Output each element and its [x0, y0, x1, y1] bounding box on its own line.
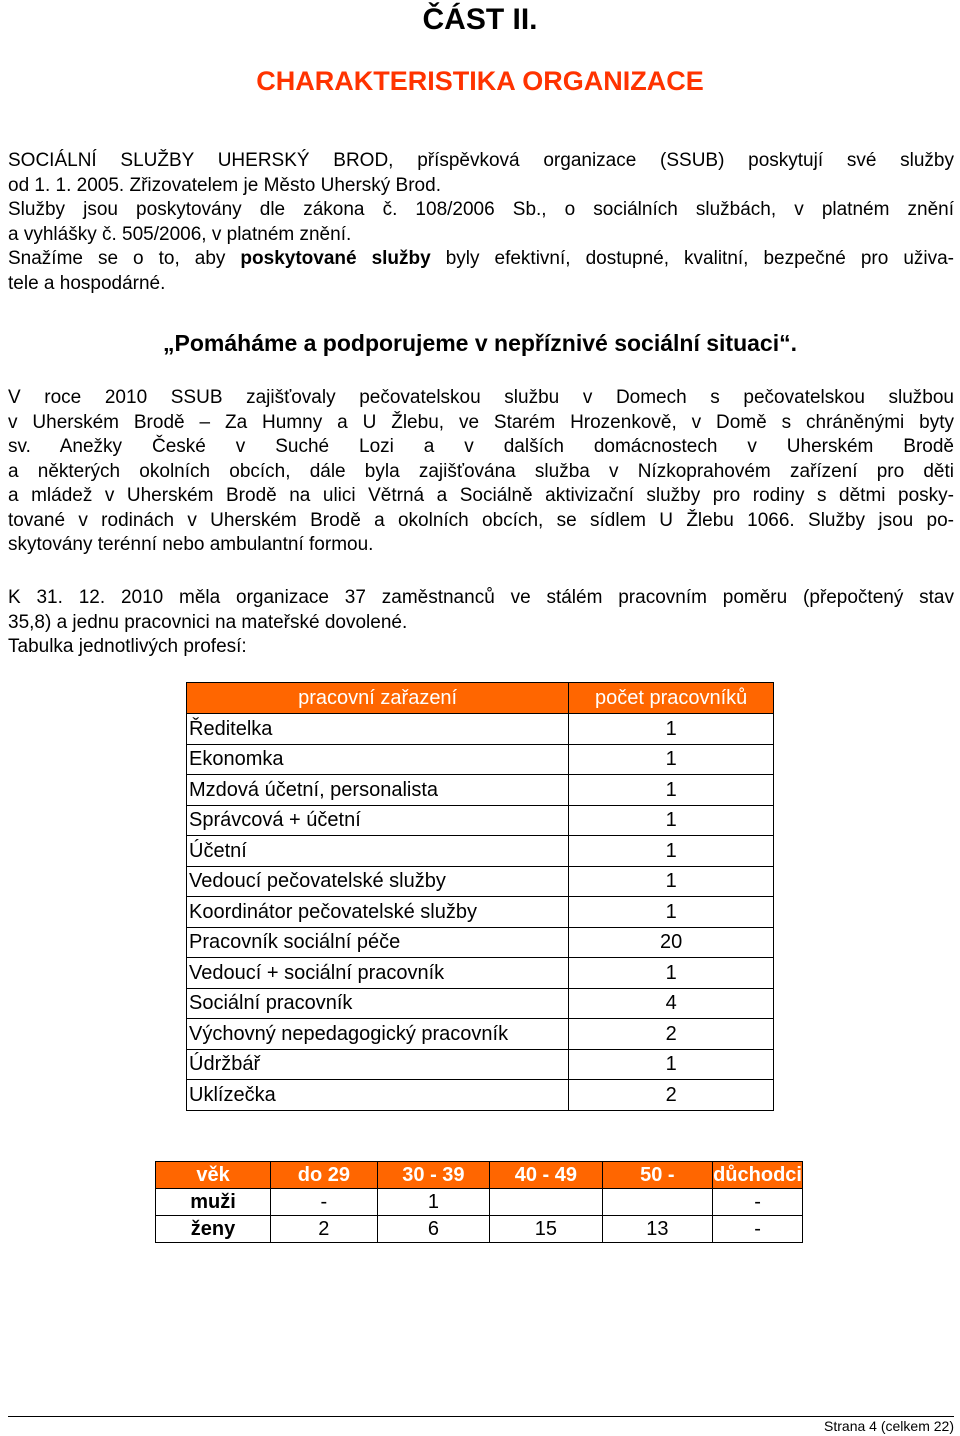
age-row [156, 1216, 803, 1243]
professions-row [187, 805, 774, 836]
services-line-7: skytovány terénní nebo ambulantní formou. [8, 534, 374, 555]
professions-row [187, 958, 774, 989]
professions-row [187, 1080, 774, 1111]
age-count-cell: 1 [377, 1189, 489, 1216]
profession-name-cell: Mzdová účetní, personalista [187, 775, 569, 806]
age-row-label: muži [156, 1189, 271, 1216]
age-count-cell: - [713, 1216, 803, 1243]
intro-line-5-a: Snažíme se o to, aby [8, 248, 241, 269]
profession-count-cell: 1 [569, 897, 774, 928]
intro-line-4: a vyhlášky č. 505/2006, v platném znění. [8, 223, 352, 245]
profession-name-cell: Správcová + účetní [187, 805, 569, 836]
profession-count-cell: 2 [569, 1080, 774, 1111]
intro-line-3: Služby jsou poskytovány dle zákona č. 108/2006 Sb., o sociálních službách, v platném znění [8, 199, 954, 220]
age-table [155, 1161, 803, 1243]
age-header-cell: 40 - 49 [490, 1162, 602, 1189]
page-footer: Strana 4 (celkem 22) [824, 1418, 954, 1434]
age-header-cell: důchodci [713, 1162, 803, 1189]
footer-divider [8, 1416, 954, 1417]
age-count-cell: 6 [377, 1216, 489, 1243]
age-header-cell: 30 - 39 [377, 1162, 489, 1189]
professions-row [187, 897, 774, 928]
age-header-row [156, 1162, 803, 1189]
professions-table [186, 682, 774, 1111]
services-line-1: V roce 2010 SSUB zajišťovaly pečovatelskou službu v Domech s pečovatelskou službou [8, 387, 954, 408]
staff-line-1: K 31. 12. 2010 měla organizace 37 zaměstnanců ve stálém pracovním poměru (přepočtený stav [8, 587, 954, 608]
profession-name-cell: Vedoucí + sociální pracovník [187, 958, 569, 989]
professions-row [187, 866, 774, 897]
profession-name-cell: Ekonomka [187, 744, 569, 775]
professions-row [187, 836, 774, 867]
staff-line-2: 35,8) a jednu pracovnici na mateřské dovolené. [8, 611, 408, 633]
section-title: CHARAKTERISTIKA ORGANIZACE [256, 66, 704, 96]
profession-count-cell: 1 [569, 958, 774, 989]
profession-count-cell: 20 [569, 927, 774, 958]
age-row [156, 1189, 803, 1216]
intro-line-1: SOCIÁLNÍ SLUŽBY UHERSKÝ BROD, příspěvková organizace (SSUB) poskytují své služby [8, 150, 954, 171]
professions-row [187, 714, 774, 745]
age-count-cell [602, 1189, 713, 1216]
profession-count-cell: 4 [569, 988, 774, 1019]
age-row-label: ženy [156, 1216, 271, 1243]
slogan: „Pomáháme a podporujeme v nepříznivé sociální situaci“. [163, 330, 797, 356]
profession-name-cell: Výchovný nepedagogický pracovník [187, 1019, 569, 1050]
professions-row [187, 927, 774, 958]
professions-header-row [187, 683, 774, 714]
profession-count-cell: 2 [569, 1019, 774, 1050]
age-count-cell: 15 [490, 1216, 602, 1243]
age-count-cell: 2 [271, 1216, 378, 1243]
intro-line-5-bold: poskytované služby [240, 248, 431, 269]
profession-count-cell: 1 [569, 805, 774, 836]
services-line-5: a mládež v Uherském Brodě na ulici Větrná a Sociálně aktivizační služby pro rodiny s dětmi posky- [8, 485, 954, 506]
part-title: ČÁST II. [422, 3, 538, 36]
profession-name-cell: Vedoucí pečovatelské služby [187, 866, 569, 897]
age-count-cell: - [713, 1189, 803, 1216]
profession-count-cell: 1 [569, 866, 774, 897]
professions-header-count: počet pracovníků [569, 683, 774, 714]
age-count-cell: 13 [602, 1216, 713, 1243]
profession-name-cell: Údržbář [187, 1049, 569, 1080]
profession-name-cell: Uklízečka [187, 1080, 569, 1111]
profession-name-cell: Sociální pracovník [187, 988, 569, 1019]
profession-name-cell: Koordinátor pečovatelské služby [187, 897, 569, 928]
age-header-cell: do 29 [271, 1162, 378, 1189]
professions-row [187, 744, 774, 775]
profession-name-cell: Účetní [187, 836, 569, 867]
professions-row [187, 775, 774, 806]
services-line-2: v Uherském Brodě – Za Humny a U Žlebu, ve Starém Hrozenkově, v Domě s chráněnými byty [8, 411, 954, 433]
staff-line-3: Tabulka jednotlivých profesí: [8, 636, 247, 657]
professions-row [187, 1049, 774, 1080]
profession-name-cell: Pracovník sociální péče [187, 927, 569, 958]
age-count-cell [490, 1189, 602, 1216]
professions-header-position: pracovní zařazení [187, 683, 569, 714]
staff-paragraph [8, 586, 954, 660]
services-paragraph [8, 386, 954, 558]
intro-line-6: tele a hospodárné. [8, 272, 166, 294]
intro-line-5 [8, 247, 954, 272]
profession-name-cell: Ředitelka [187, 714, 569, 745]
profession-count-cell: 1 [569, 775, 774, 806]
services-line-4: a některých okolních obcích, dále byla zajišťována služba v Nízkoprahovém zařízení pro děti [8, 460, 954, 482]
age-header-cell: věk [156, 1162, 271, 1189]
intro-line-2: od 1. 1. 2005. Zřizovatelem je Město Uherský Brod. [8, 174, 441, 196]
professions-row [187, 1019, 774, 1050]
services-line-3: sv. Anežky České v Suché Lozi a v dalších domácnostech v Uherském Brodě [8, 436, 954, 457]
intro-paragraph [8, 149, 954, 296]
services-line-6: tované v rodinách v Uherském Brodě a okolních obcích, se sídlem U Žlebu 1066. Služby jsou po- [8, 509, 954, 531]
profession-count-cell: 1 [569, 1049, 774, 1080]
profession-count-cell: 1 [569, 714, 774, 745]
profession-count-cell: 1 [569, 836, 774, 867]
professions-row [187, 988, 774, 1019]
age-header-cell: 50 - [602, 1162, 713, 1189]
profession-count-cell: 1 [569, 744, 774, 775]
age-count-cell: - [271, 1189, 378, 1216]
intro-line-5-c: byly efektivní, dostupné, kvalitní, bezpečné pro uživa- [430, 248, 955, 269]
